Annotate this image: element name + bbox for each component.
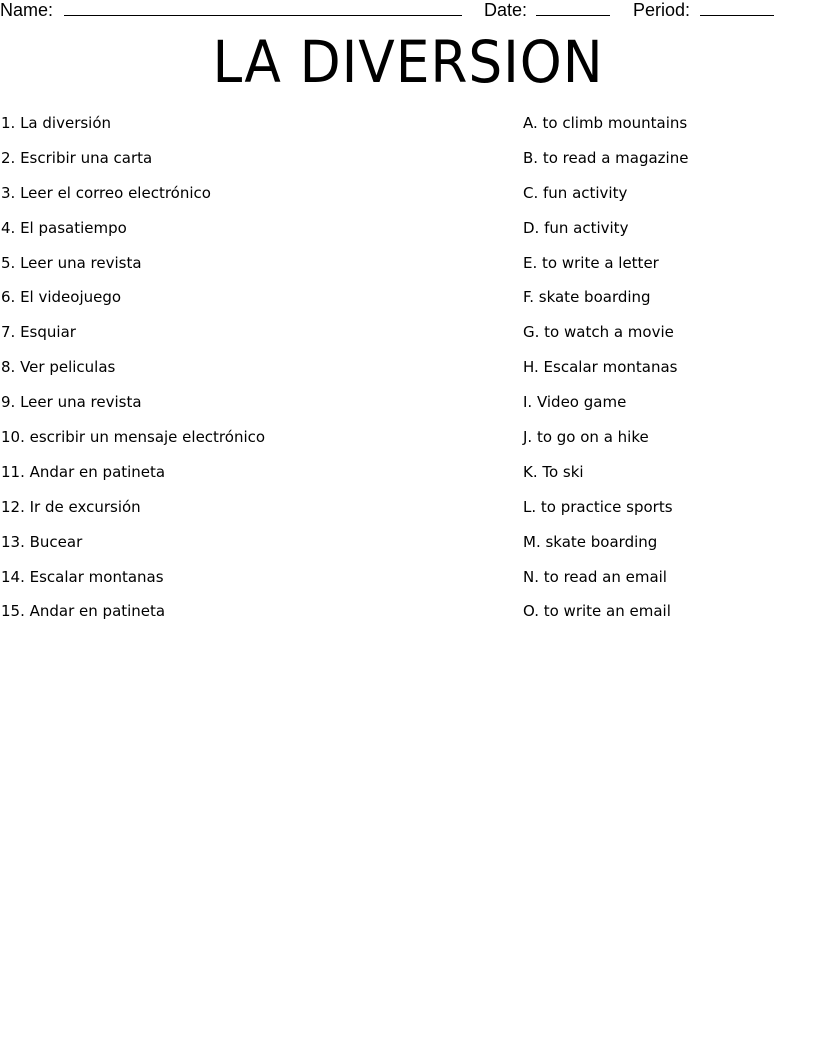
answer-item: N. to read an email: [523, 567, 667, 586]
term-item: 5. Leer una revista: [1, 253, 142, 272]
answer-item: M. skate boarding: [523, 532, 658, 551]
answer-item: A. to climb mountains: [523, 114, 688, 132]
answer-item: F. skate boarding: [523, 288, 651, 307]
answer-item: E. to write a letter: [523, 253, 659, 272]
answers-list: [523, 112, 688, 635]
term-item: 14. Escalar montanas: [1, 567, 164, 586]
answer-item: L. to practice sports: [523, 497, 673, 516]
name-label: Name:: [0, 0, 54, 20]
answer-item: G. to watch a movie: [523, 323, 674, 342]
answer-item: I. Video game: [523, 393, 627, 412]
worksheet-title: LA DIVERSION: [212, 28, 604, 96]
answer-item: O. to write an email: [523, 602, 671, 621]
term-item: 10. escribir un mensaje electrónico: [1, 428, 266, 447]
date-label: Date:: [484, 0, 528, 20]
term-item: 15. Andar en patineta: [1, 602, 166, 621]
term-item: 11. Andar en patineta: [1, 462, 166, 481]
answer-item: K. To ski: [523, 462, 584, 481]
term-item: 12. Ir de excursión: [1, 497, 141, 516]
term-item: 8. Ver peliculas: [1, 358, 116, 377]
term-item: 4. El pasatiempo: [1, 218, 127, 237]
worksheet-header: [0, 0, 816, 22]
term-item: 9. Leer una revista: [1, 393, 142, 412]
term-item: 7. Esquiar: [1, 323, 76, 342]
period-label: Period:: [633, 0, 691, 20]
terms-list: [1, 112, 265, 635]
term-item: 6. El videojuego: [1, 288, 122, 307]
term-item: 3. Leer el correo electrónico: [1, 183, 211, 202]
answer-item: C. fun activity: [523, 183, 628, 202]
answer-item: H. Escalar montanas: [523, 358, 678, 377]
answer-item: B. to read a magazine: [523, 148, 689, 167]
term-item: 2. Escribir una carta: [1, 148, 153, 167]
answer-item: D. fun activity: [523, 218, 629, 237]
term-item: 1. La diversión: [1, 114, 112, 132]
answer-item: J. to go on a hike: [523, 428, 649, 447]
term-item: 13. Bucear: [1, 532, 83, 551]
